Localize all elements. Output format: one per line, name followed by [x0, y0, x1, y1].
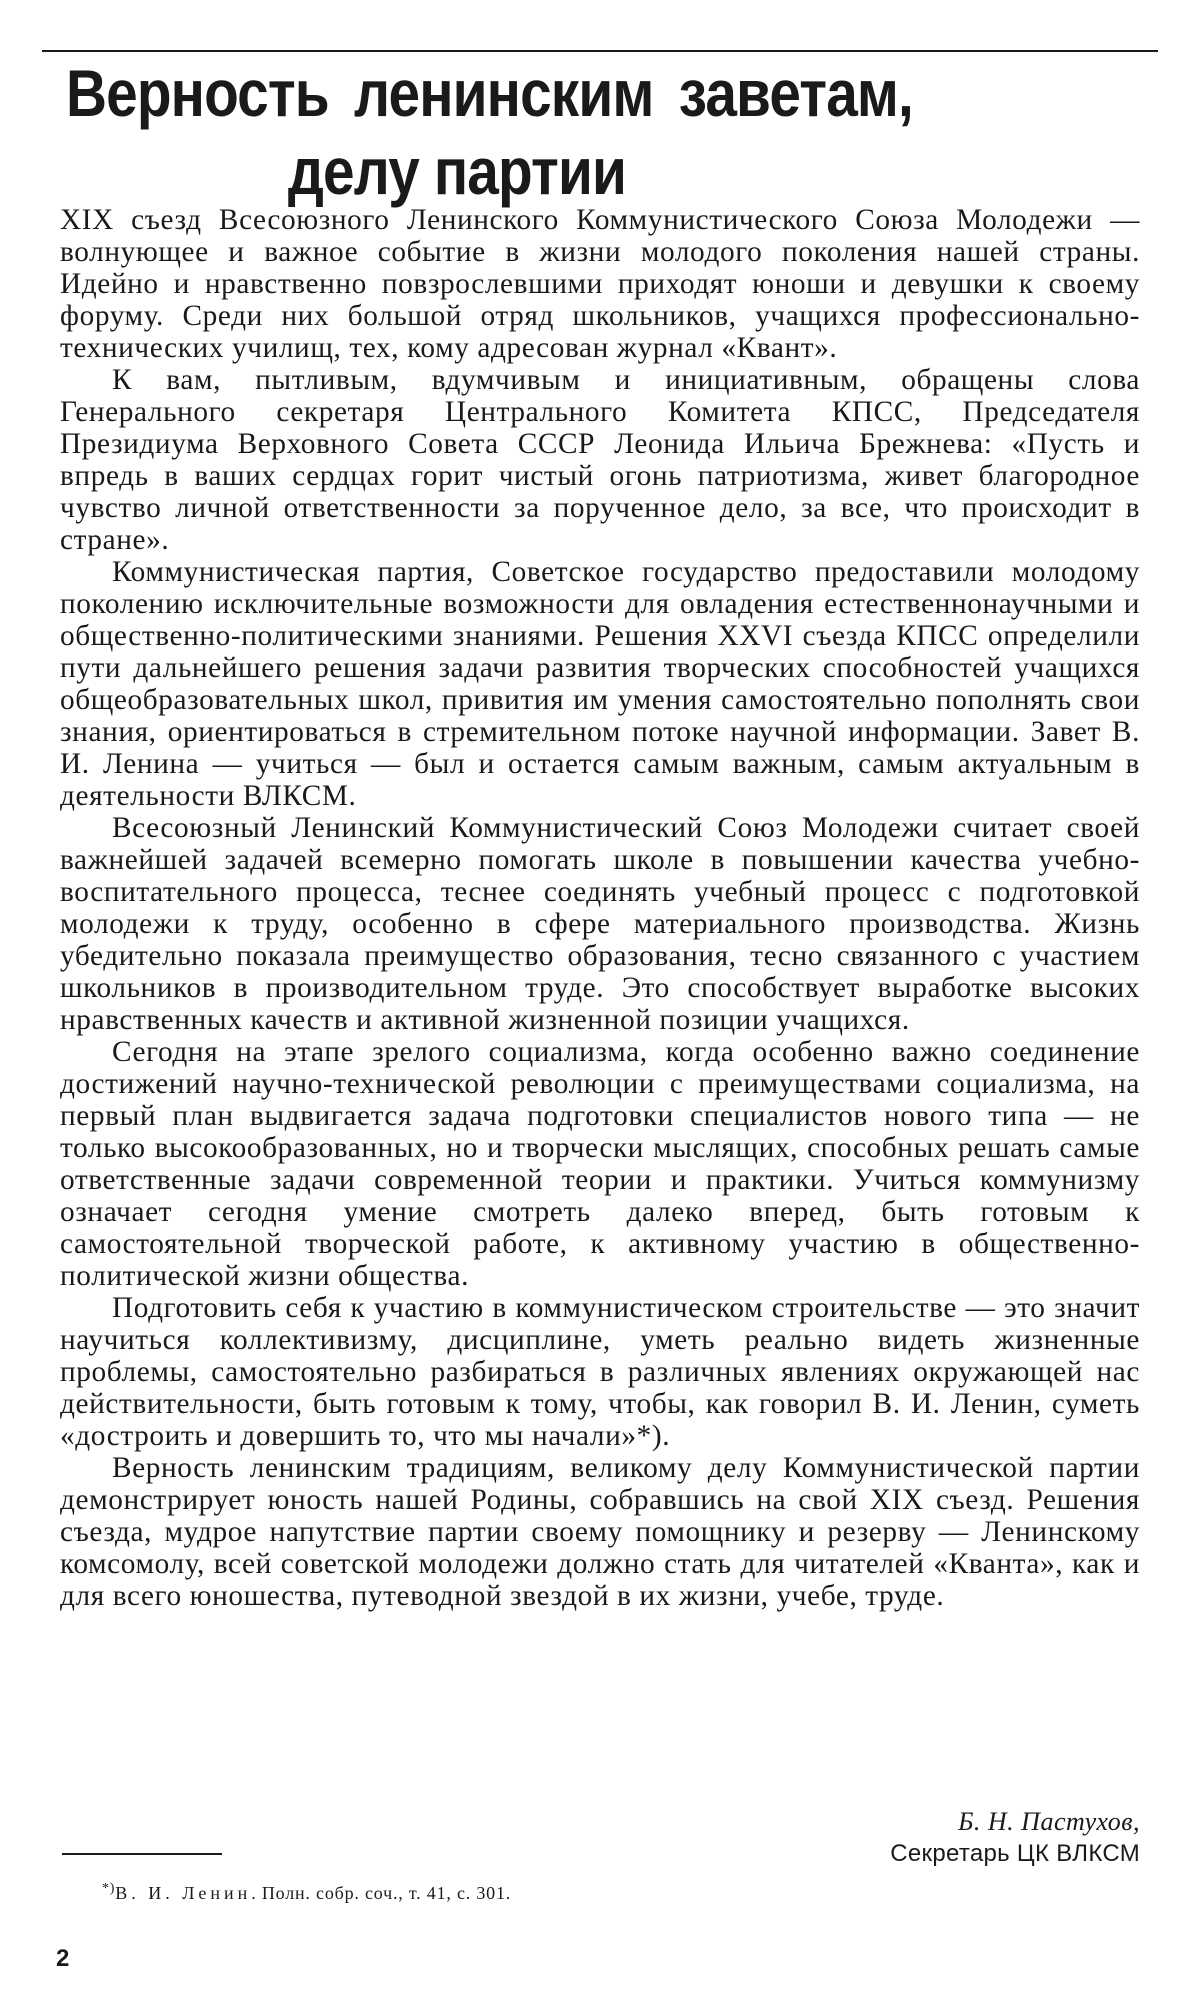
- article-title: [66, 54, 995, 210]
- paragraph-4: Всесоюзный Ленинский Коммунистический Союз Молодежи считает своей важнейшей задачей всемерно помогать школе в повышении качества учебно-воспитательного процесса, теснее соединять учебный процесс с подготовкой молодежи к труду, особенно в сфере материального производства. Жизнь убедительно показала преимущество образования, тесно связанного с участием школьников в производительном труде. Это способствует выработке высоких нравственных качеств и активной жизненной позиции учащихся.: [60, 812, 1140, 1036]
- top-rule: [42, 50, 1158, 52]
- footnote-mark: *): [102, 1881, 116, 1896]
- title-line-2: делу партии: [287, 134, 627, 208]
- title-line-1: Верность ленинским заветам,: [66, 56, 913, 130]
- paragraph-7: Верность ленинским традициям, великому делу Коммунистической партии демонстрирует юность нашей Родины, собравшись на свой XIX съезд. Решения съезда, мудрое напутствие партии своему помощнику и резерву — Ленинскому комсомолу, всей советской молодежи должно стать для читателей «Кванта», как и для всего юношества, путеводной звездой в их жизни, учебе, труде.: [60, 1452, 1140, 1612]
- signature-block: [890, 1806, 1140, 1870]
- page-number: 2: [56, 1945, 70, 1972]
- paragraph-6: Подготовить себя к участию в коммунистическом строительстве — это значит научиться коллективизму, дисциплине, уметь реально видеть жизненные проблемы, самостоятельно разбираться в различных явлениях окружающей нас действительности, быть готовым к тому, чтобы, как говорил В. И. Ленин, суметь «достроить и довершить то, что мы начали»*).: [60, 1292, 1140, 1452]
- article-body: [60, 204, 1140, 1612]
- paragraph-3: Коммунистическая партия, Советское государство предоставили молодому поколению исключительные возможности для овладения естественнонаучными и общественно-политическими знаниями. Решения XXVI съезда КПСС определили пути дальнейшего решения задачи развития творческих способностей учащихся общеобразовательных школ, привития им умения самостоятельно пополнять свои знания, ориентироваться в стремительном потоке научной информации. Завет В. И. Ленина — учиться — был и остается самым важным, самым актуальным в деятельности ВЛКСМ.: [60, 556, 1140, 812]
- paragraph-5: Сегодня на этапе зрелого социализма, когда особенно важно соединение достижений научно-технической революции с преимуществами социализма, на первый план выдвигается задача подготовки специалистов нового типа — не только высокообразованных, но и творчески мыслящих, способных решать самые ответственные задачи современной теории и практики. Учиться коммунизму означает сегодня умение смотреть далеко вперед, быть готовым к самостоятельной творческой работе, к активному участию в общественно-политической жизни общества.: [60, 1036, 1140, 1292]
- footnote: [102, 1877, 511, 1905]
- paragraph-1: XIX съезд Всесоюзного Ленинского Коммунистического Союза Молодежи — волнующее и важное событие в жизни молодого поколения нашей страны. Идейно и нравственно повзрослевшими приходят юноши и девушки к своему форуму. Среди них большой отряд школьников, учащихся профессионально-технических училищ, тех, кому адресован журнал «Квант».: [60, 204, 1140, 364]
- paragraph-2: К вам, пытливым, вдумчивым и инициативным, обращены слова Генерального секретаря Центрального Комитета КПСС, Председателя Президиума Верховного Совета СССР Леонида Ильича Брежнева: «Пусть и впредь в ваших сердцах горит чистый огонь патриотизма, живет благородное чувство личной ответственности за порученное дело, за все, что происходит в стране».: [60, 364, 1140, 556]
- footnote-text: . Полн. собр. соч., т. 41, с. 301.: [251, 1883, 512, 1903]
- footnote-rule: [62, 1853, 222, 1855]
- footnote-author: В. И. Ленин: [115, 1883, 252, 1903]
- author-name: Б. Н. Пастухов,: [958, 1807, 1140, 1836]
- author-role: Секретарь ЦК ВЛКСМ: [890, 1840, 1140, 1867]
